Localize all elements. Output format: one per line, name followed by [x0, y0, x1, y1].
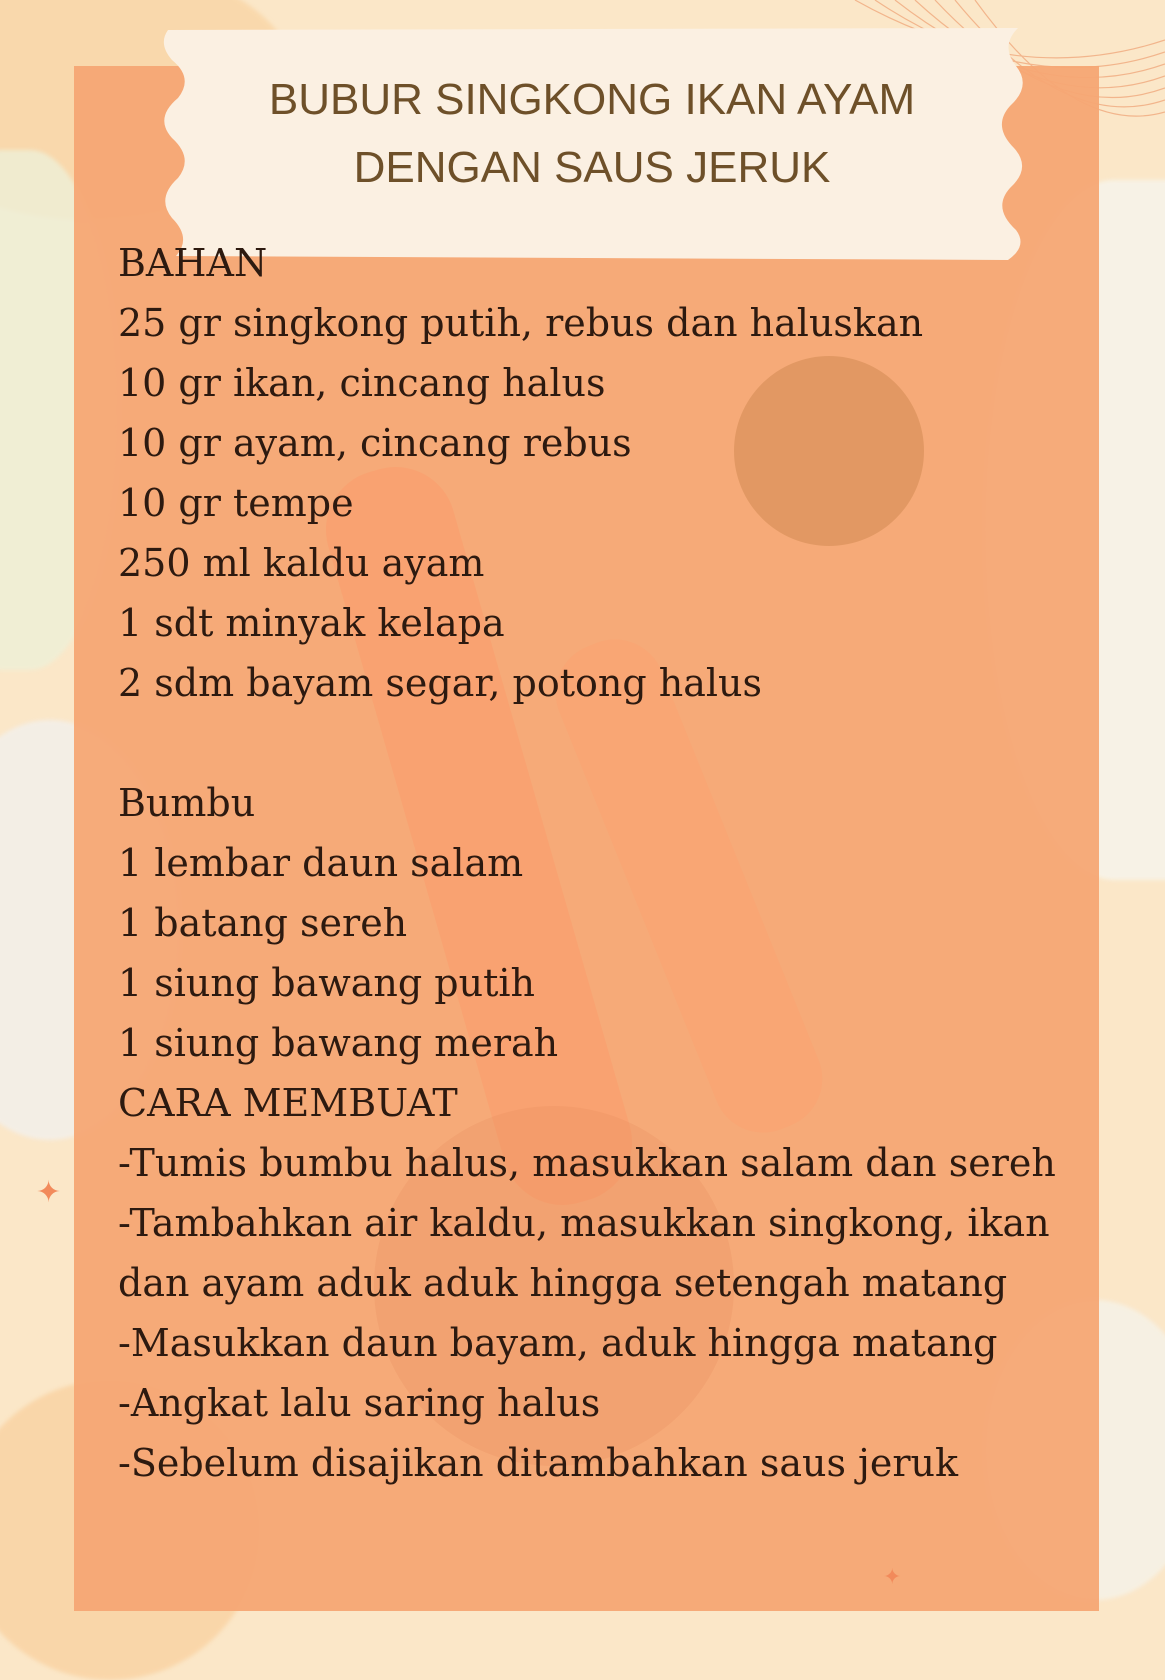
section-heading-cara-membuat: CARA MEMBUAT [118, 1081, 458, 1125]
spacer [118, 713, 1098, 773]
instruction-step: -Masukkan daun bayam, aduk hingga matang [118, 1321, 998, 1365]
section-heading-bumbu: Bumbu [118, 781, 256, 825]
ingredient-item: 25 gr singkong putih, rebus dan haluskan [118, 301, 924, 345]
instruction-step: -Tumis bumbu halus, masukkan salam dan sereh [118, 1141, 1056, 1185]
title-line-1: BUBUR SINGKONG IKAN AYAM [268, 75, 916, 124]
ingredient-item: 10 gr ayam, cincang rebus [118, 421, 632, 465]
ingredient-item: 10 gr tempe [118, 481, 354, 525]
ingredient-item: 250 ml kaldu ayam [118, 541, 485, 585]
title-banner [158, 26, 1026, 262]
ingredient-item: 10 gr ikan, cincang halus [118, 361, 606, 405]
sparkle-icon: ✦ [883, 1565, 902, 1590]
recipe-content [118, 233, 1098, 1493]
seasoning-item: 1 siung bawang merah [118, 1021, 559, 1065]
seasoning-item: 1 batang sereh [118, 901, 408, 945]
instruction-step: -Angkat lalu saring halus [118, 1381, 601, 1425]
seasoning-item: 1 siung bawang putih [118, 961, 535, 1005]
instruction-step: -Sebelum disajikan ditambahkan saus jeruk [118, 1441, 958, 1485]
title-line-2: DENGAN SAUS JERUK [353, 143, 831, 192]
ingredient-item: 2 sdm bayam segar, potong halus [118, 661, 763, 705]
ingredient-item: 1 sdt minyak kelapa [118, 601, 505, 645]
section-heading-bahan: BAHAN [118, 241, 268, 285]
seasoning-item: 1 lembar daun salam [118, 841, 524, 885]
sparkle-icon: ✦ [36, 1175, 62, 1210]
instruction-step: dan ayam aduk aduk hingga setengah matang [118, 1261, 1008, 1305]
instruction-step: -Tambahkan air kaldu, masukkan singkong, ikan [118, 1201, 1050, 1245]
recipe-title [178, 66, 1006, 202]
